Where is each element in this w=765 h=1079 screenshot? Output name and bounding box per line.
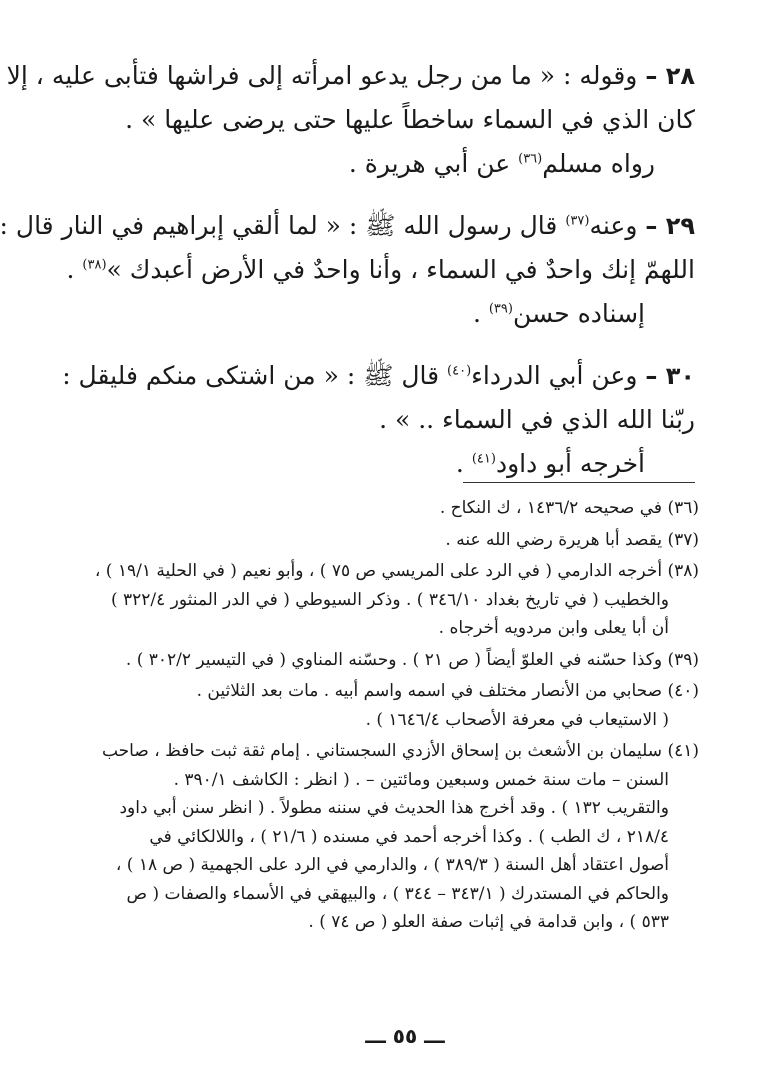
footnotes [94, 494, 699, 940]
footnote-line: ( الاستيعاب في معرفة الأصحاب ١٦٤٦/٤ ) . [365, 709, 669, 730]
entry-source [125, 442, 695, 486]
footnote-divider [463, 482, 695, 483]
source-text: إسناده حسن [512, 299, 645, 328]
footnote-line: (٣٩) وكذا حسّنه في العلوّ أيضاً ( ص ٢١ ) . وحسّنه المناوي ( في التيسير ٣٠٢/٢ ) . [125, 649, 699, 670]
footnote-line: ٥٣٣ ) ، وابن قدامة في إثبات صفة العلو ( ص ٧٤ ) . [308, 912, 669, 932]
entry-line [0, 204, 695, 248]
footnote-ref[interactable]: (٣٩) [488, 301, 513, 317]
entry-number: ٣٠ – [645, 362, 695, 390]
hadith-entry-30 [62, 354, 695, 486]
footnote [117, 494, 699, 523]
source-text: عن أبي هريرة . [348, 149, 519, 178]
footnote-line: (٣٨) أخرجه الدارمي ( في الرد على المريسي ص ٧٥ ) ، وأبو نعيم ( في الحلية ١٩/١ ) ، [94, 561, 699, 581]
footnote [117, 677, 699, 734]
main-text [0, 54, 695, 504]
entry-source [125, 142, 695, 186]
entry-number: ٢٨ – [645, 62, 695, 90]
footnote-line: أن أبا يعلى وابن مردويه أخرجاه . [438, 618, 669, 638]
page-number: ـــ ٥٥ ـــ [365, 1024, 445, 1048]
entry-number: ٢٩ – [645, 212, 695, 240]
footnote-line: والخطيب ( في تاريخ بغداد ٣٤٦/١٠ ) . وذكر السيوطي ( في الدر المنثور ٣٢٢/٤ ) [110, 589, 669, 610]
entry-text: اللهمّ إنك واحدٌ في السماء ، وأنا واحدٌ في الأرض أعبدك » [106, 255, 695, 284]
entry-text: وعنه [589, 211, 638, 240]
source-text: . [472, 299, 489, 328]
footnote-ref[interactable]: (٣٦) [518, 151, 543, 167]
footnote [117, 526, 699, 555]
footnote-line: (٤١) سليمان بن الأشعث بن إسحاق الأزدي السجستاني . إمام ثقة ثبت حافظ ، صاحب [101, 741, 699, 761]
source-text: . [455, 449, 472, 478]
entry-text: قال رسول الله ﷺ : « لما ألقي إبراهيم في النار قال : [0, 211, 566, 240]
footnote-ref[interactable]: (٣٨) [82, 257, 107, 273]
entry-text: . [66, 255, 83, 284]
entry-line: ربّنا الله الذي في السماء .. » . [379, 405, 695, 434]
entry-line [66, 248, 695, 292]
footnote [101, 737, 699, 937]
source-text: رواه مسلم [542, 149, 655, 178]
footnote-line: أصول اعتقاد أهل السنة ( ٣٨٩/٣ ) ، والدارمي في الرد على الجهمية ( ص ١٨ ) ، [115, 855, 669, 875]
footnote-ref[interactable]: (٤٠) [447, 363, 472, 379]
footnote-ref[interactable]: (٤١) [471, 451, 496, 467]
entry-text: وقوله : « ما من رجل يدعو امرأته إلى فراشها فتأبى عليه ، إلا [6, 61, 638, 90]
entry-line [62, 354, 695, 398]
entry-line: كان الذي في السماء ساخطاً عليها حتى يرضى عليها » . [125, 105, 695, 134]
entry-source [125, 292, 695, 336]
hadith-entry-28 [6, 54, 695, 186]
footnote-ref[interactable]: (٣٧) [565, 213, 590, 229]
footnote-line: (٣٦) في صحيحه ١٤٣٦/٢ ، ك النكاح . [439, 498, 699, 518]
footnote-line: والحاكم في المستدرك ( ٣٤٣/١ – ٣٤٤ ) ، والبيهقي في الأسماء والصفات ( ص [126, 883, 669, 904]
footnote-line: والتقريب ١٣٢ ) . وقد أخرج هذا الحديث في سننه مطولاً . ( انظر سنن أبي داود [119, 798, 669, 818]
hadith-entry-29 [0, 204, 695, 336]
footnote [117, 646, 699, 675]
entry-text: وعن أبي الدرداء [471, 361, 638, 390]
footnote-line: (٣٧) يقصد أبا هريرة رضي الله عنه . [445, 529, 699, 550]
footnote-line: ٢١٨/٤ ، ك الطب ) . وكذا أخرجه أحمد في مسنده ( ٢١/٦ ) ، واللالكائي في [149, 826, 669, 847]
footnote-line: السنن – مات سنة خمس وسبعين ومائتين – . ( انظر : الكاشف ٣٩٠/١ . [173, 769, 669, 790]
entry-text: قال ﷺ : « من اشتكى منكم فليقل : [62, 361, 448, 390]
footnote [94, 557, 699, 643]
footnote-line: (٤٠) صحابي من الأنصار مختلف في اسمه واسم أبيه . مات بعد الثلاثين . [196, 681, 699, 701]
source-text: أخرجه أبو داود [495, 449, 645, 478]
entry-line [6, 54, 695, 98]
